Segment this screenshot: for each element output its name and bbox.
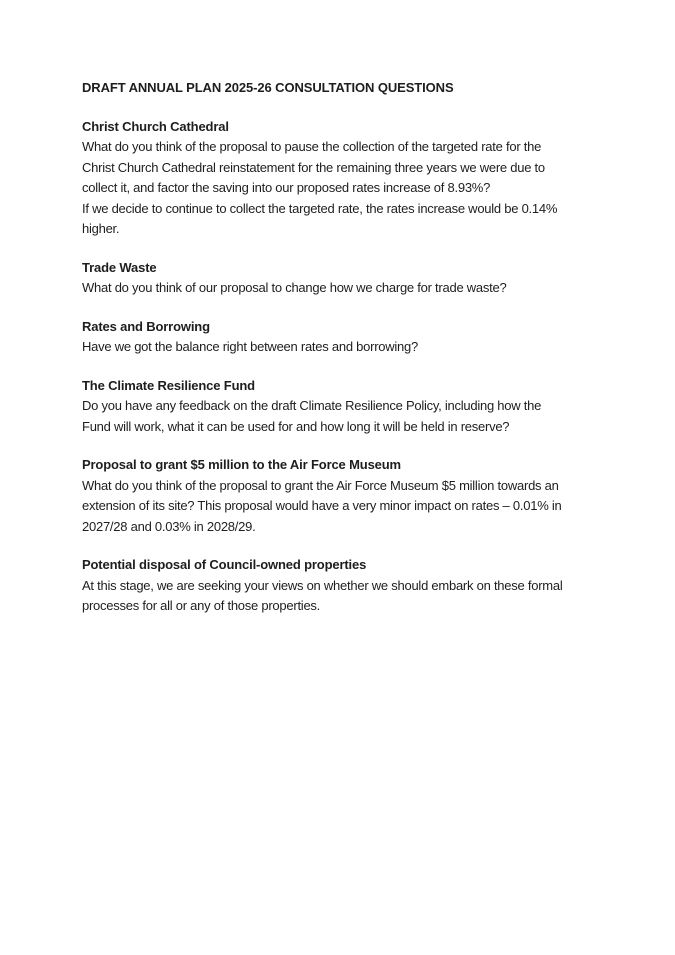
paragraph-line: What do you think of the proposal to pause the collection of the targeted rate for the (82, 139, 542, 154)
section-heading: Christ Church Cathedral (82, 118, 229, 134)
paragraph-line: Fund will work, what it can be used for and how long it will be held in reserve? (82, 418, 510, 434)
paragraph-line: What do you think of our proposal to change how we charge for trade waste? (82, 280, 507, 295)
paragraph-line: higher. (82, 221, 120, 236)
paragraph-line: 2027/28 and 0.03% in 2028/29. (82, 518, 256, 534)
section-heading: Rates and Borrowing (82, 318, 210, 334)
section-heading: Proposal to grant $5 million to the Air Force Museum (82, 457, 401, 472)
section-heading: The Climate Resilience Fund (82, 377, 255, 393)
paragraph-line: If we decide to continue to collect the targeted rate, the rates increase would be 0.14% (82, 200, 558, 216)
section-rates-and-borrowing (82, 317, 595, 358)
section-climate-resilience-fund (82, 376, 595, 438)
paragraph-line: processes for all or any of those properties. (82, 598, 321, 613)
section-air-force-museum-grant (82, 455, 595, 537)
paragraph-line: Christ Church Cathedral reinstatement for the remaining three years we were due to (82, 159, 545, 175)
paragraph-line: Do you have any feedback on the draft Climate Resilience Policy, including how the (82, 398, 542, 413)
paragraph-line: Have we got the balance right between rates and borrowing? (82, 339, 418, 354)
section-council-property-disposal (82, 555, 595, 617)
paragraph-line: extension of its site? This proposal would have a very minor impact on rates – 0.01% in (82, 498, 562, 513)
section-heading: Trade Waste (82, 259, 157, 275)
section-christ-church-cathedral (82, 117, 595, 240)
document-title: DRAFT ANNUAL PLAN 2025-26 CONSULTATION QUESTIONS (82, 80, 454, 95)
section-heading: Potential disposal of Council-owned properties (82, 557, 367, 572)
paragraph-line: collect it, and factor the saving into our proposed rates increase of 8.93%? (82, 180, 491, 195)
paragraph-line: What do you think of the proposal to grant the Air Force Museum $5 million towards an (82, 477, 559, 493)
section-trade-waste (82, 258, 595, 299)
paragraph-line: At this stage, we are seeking your views on whether we should embark on these formal (82, 577, 563, 593)
